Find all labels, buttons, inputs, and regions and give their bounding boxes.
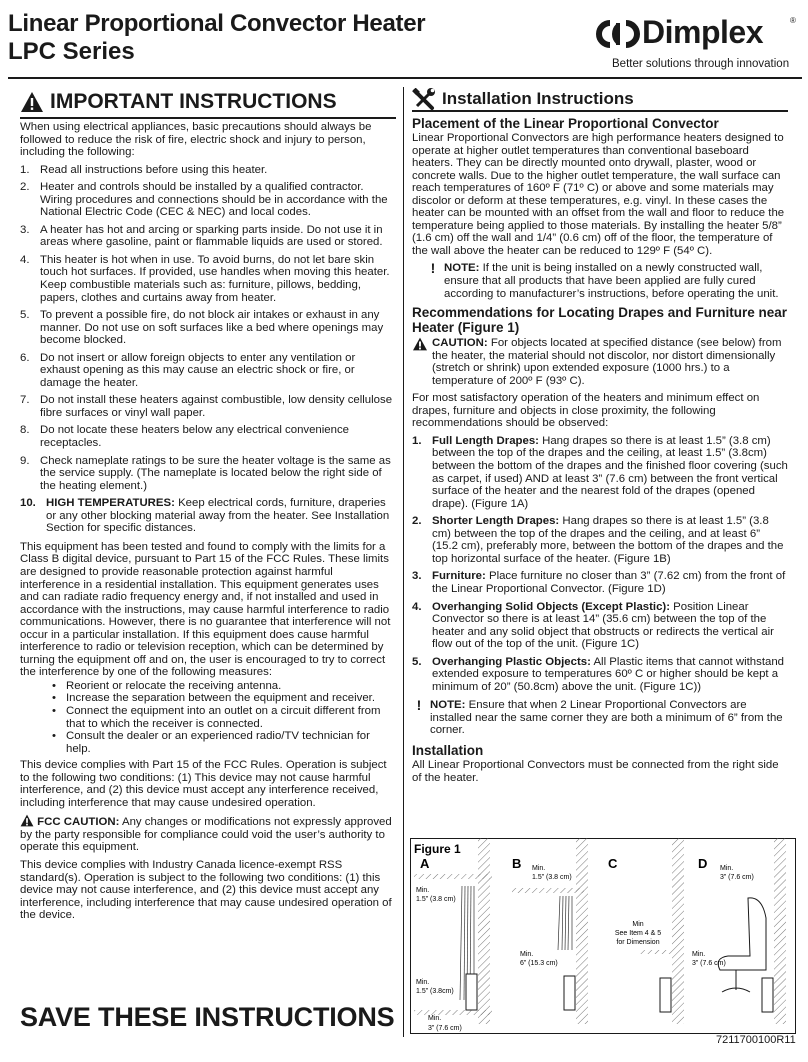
installation-paragraph: All Linear Proportional Convectors must be connected from the right side of the heater. [412, 758, 779, 784]
caution-paragraph: CAUTION: For objects located at specified distance (see below) from the heater, the material should not discolor, nor distort dimensionally (stretch or shrink) upon extended exposure (1000 hrs.) to a temperature of 200º F (93º C). [412, 337, 788, 387]
panel-b-wall [576, 838, 588, 1024]
fcc-measures-list [52, 680, 396, 755]
figure-1-drawing [410, 838, 796, 1034]
list-item: 3. A heater has hot and arcing or sparking parts inside. Do not use it in areas where gasoline, paint or flammable liquids are used or stored. [20, 223, 383, 249]
registered-icon: ® [790, 16, 796, 25]
recommendations-list [412, 435, 788, 693]
svg-text:Min: Min [632, 921, 644, 928]
list-item: 5. Overhanging Plastic Objects: All Plastic items that cannot withstand extended exposure to temperatures 60º C or higher should be kept a minimum of 20” (50.8cm) above the unit. (Figure 1C)) [412, 655, 785, 693]
list-item: 2. Shorter Length Drapes: Hang drapes so there is at least 1.5” (3.8 cm) between the top of the drapes and the ceiling, and at least 6” (15.2 cm), preferably more, between the bottom of the drapes and the top horizontal surface of the heater. (Figure 1B) [412, 515, 784, 565]
document-title: Linear Proportional Convector Heater [8, 10, 426, 37]
panel-c-heater [660, 978, 671, 1012]
figure-title: Figure 1 [414, 842, 461, 856]
warning-icon [20, 814, 34, 827]
panel-b-label: B [512, 856, 522, 871]
panel-b-ceiling [512, 888, 584, 893]
installation-title: Installation [412, 742, 484, 758]
save-instructions: SAVE THESE INSTRUCTIONS [20, 1002, 395, 1032]
svg-text:1.5” (3.8 cm): 1.5” (3.8 cm) [532, 874, 572, 881]
recommendations-intro: For most satisfactory operation of the heaters and minimum effect on drapes, furniture and objects in close proximity, the following recommendations should be observed: [412, 392, 760, 430]
list-item: 5. To prevent a possible fire, do not block air intakes or exhaust in any manner. Do not use on soft surfaces like a bed where openings may become blocked. [20, 309, 384, 347]
fcc-paragraph: This equipment has been tested and found to comply with the limits for a Class B digital device, pursuant to Part 15 of the FCC Rules. These limits are designed to provide reasonable protection against harmful interference in a residential installation. This equipment generates uses and can radiate radio frequency energy and, if not installed and used in accordance with the instructions, may cause harmful interference to radio communications. However, there is no guarantee that interference will not occur in a particular installation. If this equipment does cause harmful interference to radio or television reception, which can be determined by turning the equipment off and on, the user is encouraged to try to correct the interference by one of the following measures: [20, 540, 391, 679]
intro-paragraph: When using electrical appliances, basic precautions should always be followed to reduce the risk of fire, electric shock and injury to person, including the following: [20, 121, 372, 159]
list-item: 8. Do not locate these heaters below any electrical convenience receptacles. [20, 424, 349, 450]
exclamation-icon: ! [430, 260, 436, 277]
svg-text:1.5” (3.8cm): 1.5” (3.8cm) [416, 988, 454, 995]
safety-list [20, 164, 396, 535]
list-item: • Connect the equipment into an outlet on a circuit different from that to which the receiver is connected. [52, 705, 396, 730]
figure-1 [410, 838, 796, 1034]
list-item: 1. Read all instructions before using this heater. [20, 163, 268, 176]
list-item: • Reorient or relocate the receiving antenna. [52, 680, 396, 693]
list-item: 1. Full Length Drapes: Hang drapes so there is at least 1.5” (3.8 cm) between the top of the drapes and the ceiling, at least 1.5” (3.8cm) between the bottom of the drapes and the finished floor covering (such as carpet, if used) AND at least 3” (7.6 cm) between the front vertical surface of the heater and the nearest fold of the drapes (opened drape). (Figure 1A) [412, 434, 788, 510]
svg-text:6” (15.3 cm): 6” (15.3 cm) [520, 960, 558, 967]
svg-text:See Item 4 & 5: See Item 4 & 5 [614, 930, 662, 937]
industry-canada-paragraph: This device complies with Industry Canada licence-exempt RSS standard(s). Operation is subject to the following two conditions: (1) this device may not cause interference, and (2) this device must accept any interference, including interference that may cause undesired operation of the device. [20, 858, 392, 922]
list-item: 3. Furniture: Place furniture no closer than 3” (7.62 cm) from the front of the Linear Proportional Convector. (Figure 1D) [412, 570, 786, 595]
panel-d-label: D [698, 856, 708, 871]
panel-a-wall [478, 838, 490, 1024]
document-subtitle: LPC Series [8, 38, 135, 65]
panel-b-heater [564, 976, 575, 1010]
fcc-caution-paragraph: FCC CAUTION: Any changes or modifications not expressly approved by the party responsible for compliance could void the user’s authority to operate this equipment. [20, 816, 392, 854]
installation-column [412, 88, 788, 789]
panel-c-label: C [608, 856, 618, 871]
placement-title: Placement of the Linear Proportional Convector [412, 116, 719, 131]
brand-tagline: Better solutions through innovation [612, 58, 790, 70]
note-newly-constructed-wall: ! NOTE: If the unit is being installed on a newly constructed wall, ensure that all products that have been applied are fully cured according to manufacturer’s instructions, before operating the unit. [426, 262, 788, 300]
svg-text:Min.: Min. [416, 887, 430, 894]
panel-d-heater [762, 978, 773, 1012]
panel-a-label: A [420, 856, 430, 871]
list-item: 4. Overhanging Solid Objects (Except Plastic): Position Linear Convector so there is at least 14” (35.6 cm) between the top of the heater and any solid object that obstructs or redirects the vertical air flow out of the top of the unit. (Figure 1C) [412, 600, 774, 651]
panel-c-wall [672, 838, 684, 1024]
list-item-high-temperatures: 10. HIGH TEMPERATURES: Keep electrical cords, furniture, draperies or any other blocking material away from the heater. See Installation Section for specific distances. [20, 497, 390, 535]
svg-text:Min.: Min. [532, 865, 546, 872]
installation-heading: Installation Instructions [412, 88, 788, 112]
svg-text:Min.: Min. [720, 865, 734, 872]
svg-text:Min.: Min. [416, 979, 430, 986]
list-item: 2. Heater and controls should be installed by a qualified contractor. Wiring procedures and connections should be in accordance with the National Electric Code (CEC & NEC) and local codes. [20, 181, 388, 219]
note-two-convectors: ! NOTE: Ensure that when 2 Linear Proportional Convectors are installed near the same corner they are both a minimum of 6” from the corner. [412, 699, 788, 737]
svg-text:3” (7.6 cm): 3” (7.6 cm) [428, 1025, 462, 1032]
warning-icon [412, 337, 428, 351]
list-item: 7. Do not install these heaters against combustible, low density cellulose fibre surfaces or vinyl wall paper. [20, 394, 393, 419]
svg-text:for Dimension: for Dimension [616, 939, 660, 946]
part15-paragraph: This device complies with Part 15 of the FCC Rules. Operation is subject to the following two conditions: (1) This device may not cause harmful interference, and (2) this device must accept any interference received, including interference that may cause undesired operation. [20, 759, 387, 809]
dimplex-logo [596, 16, 801, 52]
brand-name: Dimplex [642, 14, 763, 50]
important-instructions-heading: IMPORTANT INSTRUCTIONS [20, 88, 396, 119]
document-number: 7211700100R11 [716, 1034, 796, 1046]
list-item: • Increase the separation between the equipment and receiver. [52, 692, 396, 705]
panel-d-wall [774, 838, 786, 1024]
svg-text:1.5” (3.8 cm): 1.5” (3.8 cm) [416, 896, 456, 903]
panel-c-shelf [640, 950, 672, 954]
placement-paragraph: Linear Proportional Convectors are high performance heaters designed to operate at higher outlet temperatures than conventional baseboard heaters. They can be directly mounted onto drywall, plaster, wood or concrete walls. Due to the higher outlet temperature, the wall surface can reach temperatures of 160º F (71º C) or above and some materials may discolor or deform at these temperatures, e.g. vinyl. In these cases the heater can be mounted with an offset from the wall and floor to reduce the temperature being applied to those materials. By installing the heater 5/8” (1.6 cm) off the wall and 1/4” (0.6 cm) off of the floor, the temperature of the wall above the heater can be reduced to 129º F (54º C). [412, 132, 785, 257]
list-item: 4. This heater is hot when in use. To avoid burns, do not let bare skin touch hot surfaces. If provided, use handles when moving this heater. Keep combustible materials such as: furniture, pillows, bedding, papers, clothes and curtains away from heater. [20, 253, 390, 304]
svg-text:Min.: Min. [428, 1015, 442, 1022]
recommendations-title: Recommendations for Locating Drapes and Furniture near Heater (Figure 1) [412, 305, 788, 336]
svg-text:Min.: Min. [520, 951, 534, 958]
panel-a-floor [414, 1010, 492, 1015]
panel-a-heater [466, 974, 477, 1010]
warning-icon [20, 91, 44, 113]
list-item: 6. Do not insert or allow foreign objects to enter any ventilation or exhaust opening as this may cause an electric shock or fire, or damage the heater. [20, 351, 356, 389]
panel-d-chair-base [722, 970, 750, 992]
svg-text:3” (7.6 cm): 3” (7.6 cm) [692, 960, 726, 967]
svg-text:3” (7.6 cm): 3” (7.6 cm) [720, 874, 754, 881]
column-divider [403, 87, 404, 1037]
tools-icon [412, 88, 436, 110]
list-item: 9. Check nameplate ratings to be sure the heater voltage is the same as the service supply. (The nameplate is located below the right side of the heating element.) [20, 454, 391, 492]
panel-b-drape [558, 896, 572, 950]
list-item: • Consult the dealer or an experienced radio/TV technician for help. [52, 730, 396, 755]
header-rule [8, 77, 802, 79]
important-instructions-column [20, 88, 396, 927]
svg-text:Min.: Min. [692, 951, 706, 958]
exclamation-icon: ! [416, 697, 422, 714]
